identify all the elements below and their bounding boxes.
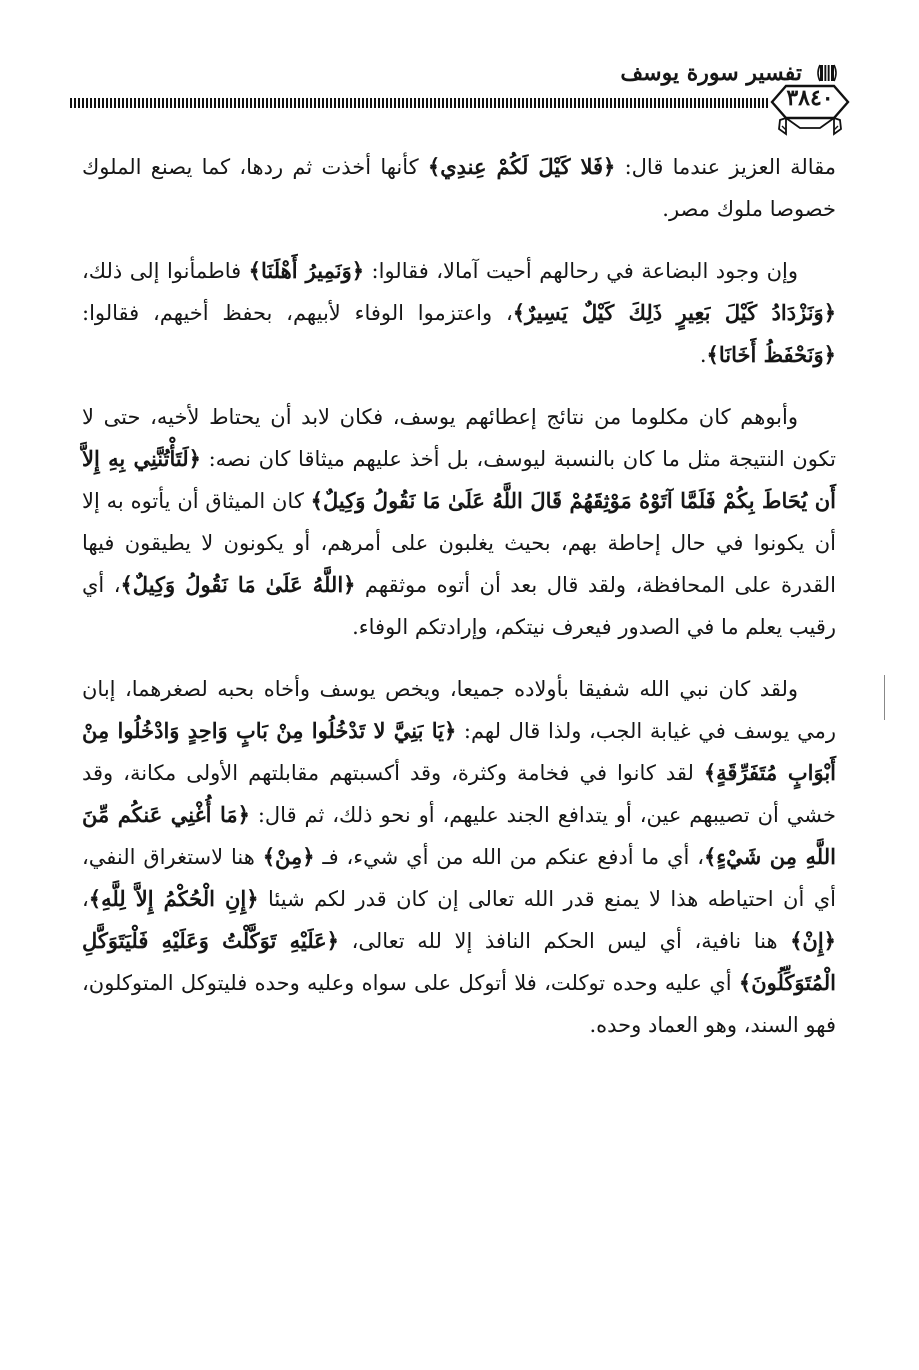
text-segment: .	[699, 343, 707, 367]
quran-verse: ﴿إِنِ الْحُكْمُ إِلاَّ لِلَّهِ﴾	[88, 886, 259, 911]
text-segment: ، أي ما أدفع عنكم من الله من أي شيء، فـ	[314, 845, 704, 869]
text-segment: هنا لاستغراق النفي، أي أن احتياطه هذا لا يمنع قدر الله تعالى إن كان قدر لكم شيئا	[82, 845, 836, 911]
quran-verse: ﴿وَنَمِيرُ أَهْلَنَا﴾	[248, 258, 365, 283]
paragraph	[82, 146, 836, 230]
text-segment: ،	[82, 887, 89, 911]
text-segment: كأنها أخذت ثم ردها، كما يصنع الملوك خصوصا ملوك مصر.	[82, 155, 836, 221]
running-title: تفسير سورة يوسف	[620, 60, 802, 86]
text-segment: مقالة العزيز عندما قال:	[615, 155, 836, 179]
text-segment: وأبوهم كان مكلوما من نتائج إعطائهم يوسف، فكان لابد أن يحتاط لأخيه، حتى لا تكون النتيجة مثل ما كان بالنسبة ليوسف، بل أخذ عليهم ميثاقا كان نصه:	[82, 405, 836, 471]
text-segment: فاطمأنوا إلى ذلك،	[82, 259, 249, 283]
page-header	[70, 52, 850, 142]
quran-verse: ﴿وَنَحْفَظُ أَخَانَا﴾	[706, 342, 836, 367]
text-segment: هنا نافية، أي ليس الحكم النافذ إلا لله تعالى،	[339, 929, 791, 953]
quran-verse: ﴿إِنْ﴾	[790, 928, 836, 953]
text-segment: ولقد كان نبي الله شفيقا بأولاده جميعا، ويخص يوسف وأخاه بحبه لصغرهما، إبان رمي يوسف في غيابة الجب، ولذا قال لهم:	[82, 677, 836, 743]
text-segment: ، أي رقيب يعلم ما في الصدور فيعرف نيتكم، وإرادتكم الوفاء.	[82, 573, 836, 639]
text-segment: كان الميثاق أن يأتوه به إلا أن يكونوا في حال إحاطة بهم، بحيث يغلبون على أمرهم، أو يكونون لا يطيقون فيها القدرة على المحافظة، ولقد قال بعد أن أتوه موثقهم	[82, 489, 836, 597]
quran-verse: ﴿اللَّهُ عَلَىٰ مَا نَقُولُ وَكِيلٌ﴾	[120, 572, 356, 597]
quran-verse: ﴿لَتَأْتُنَّنِي بِهِ إِلاَّ أَن يُحَاطَ بِكُمْ فَلَمَّا آتَوْهُ مَوْثِقَهُمْ قَالَ اللَّهُ عَلَىٰ مَا نَقُولُ وَكِيلٌ﴾	[82, 446, 836, 513]
quran-verse: ﴿يَا بَنِيَّ لا تَدْخُلُوا مِنْ بَابٍ وَاحِدٍ وَادْخُلُوا مِنْ أَبْوَابٍ مُتَفَرِّقَةٍ﴾	[82, 718, 836, 785]
paragraph	[82, 668, 836, 1046]
quran-verse: ﴿وَنَزْدَادُ كَيْلَ بَعِيرٍ ذَلِكَ كَيْلٌ يَسِيرٌ﴾	[512, 300, 836, 325]
paragraph	[82, 250, 836, 376]
page-number: ٣٨٤٠	[786, 85, 834, 111]
quran-verse: ﴿مَا أُغْنِي عَنكُم مِّنَ اللَّهِ مِن شَيْءٍ﴾	[82, 802, 836, 869]
text-segment: ، واعتزموا الوفاء لأبيهم، بحفظ أخيهم، فقالوا:	[82, 301, 513, 325]
text-segment: أي عليه وحده توكلت، فلا أتوكل على سواه وعليه وحده فليتوكل المتوكلون، فهو السند، وهو العماد وحده.	[82, 971, 836, 1037]
header-rule	[70, 98, 770, 108]
quran-verse: ﴿فَلا كَيْلَ لَكُمْ عِندِي﴾	[427, 154, 616, 179]
paragraph	[82, 396, 836, 648]
quran-verse: ﴿مِنْ﴾	[262, 844, 315, 869]
quran-verse: ﴿عَلَيْهِ تَوَكَّلْتُ وَعَلَيْهِ فَلْيَتَوَكَّلِ الْمُتَوَكِّلُونَ﴾	[82, 928, 836, 995]
body-text	[82, 146, 836, 1066]
text-segment: لقد كانوا في فخامة وكثرة، وقد أكسبتهم مقابلتهم الأولى مكانة، وقد خشي أن تصيبهم عين، أو يتدافع الجند عليهم، أو نحو ذلك، ثم قال:	[82, 761, 836, 827]
margin-mark	[884, 675, 885, 720]
text-segment: وإن وجود البضاعة في رحالهم أحيت آمالا، فقالوا:	[364, 259, 798, 283]
